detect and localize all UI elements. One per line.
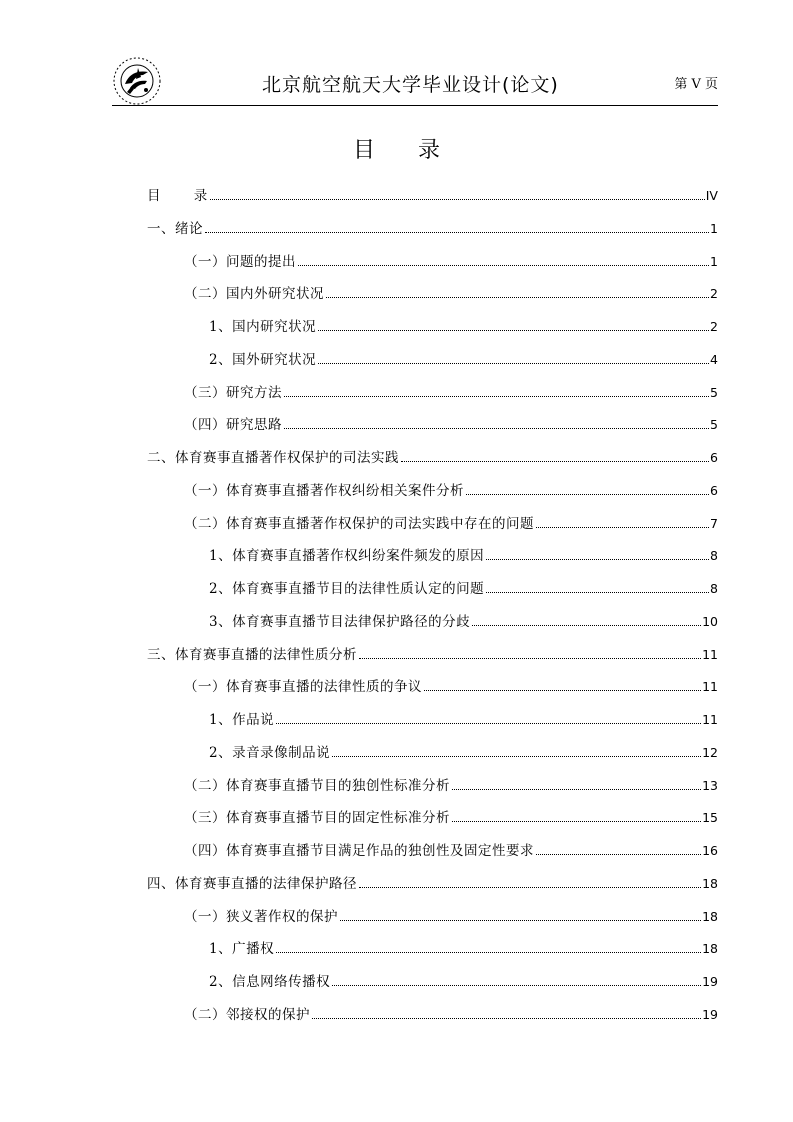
toc-entry-page: 18	[702, 875, 718, 891]
toc-entry[interactable]	[147, 643, 718, 676]
toc-entry[interactable]	[147, 184, 718, 217]
dot-leader	[205, 232, 709, 233]
toc-entry-title: 一、绪论	[147, 220, 203, 237]
dot-leader	[332, 985, 701, 986]
toc-entry-title: （二）国内外研究状况	[184, 286, 324, 303]
dot-leader	[486, 559, 709, 560]
toc-entry-page: 11	[702, 679, 718, 695]
dot-leader	[284, 396, 709, 397]
toc-entry[interactable]	[147, 577, 718, 610]
toc-entry[interactable]	[147, 348, 718, 381]
page-header	[112, 56, 718, 106]
dot-leader	[318, 330, 709, 331]
toc-entry-title: （二）体育赛事直播著作权保护的司法实践中存在的问题	[184, 515, 534, 532]
dot-leader	[536, 854, 701, 855]
toc-entry-title: 二、体育赛事直播著作权保护的司法实践	[147, 450, 399, 466]
toc-entry[interactable]	[147, 970, 718, 1003]
toc-entry-title: （二）邻接权的保护	[184, 1006, 310, 1023]
toc-entry[interactable]	[147, 413, 718, 446]
dot-leader	[284, 428, 709, 429]
dot-leader	[452, 789, 701, 790]
toc-entry-page: 1	[710, 220, 718, 236]
dot-leader	[312, 1018, 701, 1019]
toc-entry-page: 7	[710, 515, 718, 531]
toc-entry-title: （四）体育赛事直播节目满足作品的独创性及固定性要求	[184, 843, 534, 859]
toc-entry-title: 1、作品说	[209, 712, 275, 728]
toc-entry-page: 5	[710, 417, 718, 433]
toc-entry[interactable]	[147, 282, 718, 315]
toc-entry-page: 1	[710, 253, 718, 269]
toc-entry-page: 11	[702, 712, 718, 727]
toc-entry-title: （一）体育赛事直播著作权纠纷相关案件分析	[184, 482, 464, 499]
dot-leader	[298, 265, 709, 266]
dot-leader	[318, 363, 709, 364]
dot-leader	[486, 592, 709, 593]
toc-entry-page: 11	[702, 646, 718, 662]
toc-entry[interactable]	[147, 1003, 718, 1036]
toc-entry-page: 8	[710, 581, 718, 596]
toc-entry-title: 1、国内研究状况	[209, 319, 317, 335]
toc-entry-page: 18	[702, 908, 718, 924]
dot-leader	[332, 756, 701, 757]
toc-entry-page: 18	[702, 941, 718, 957]
toc-entry-page: 16	[702, 843, 718, 858]
toc-entry-title: （三）研究方法	[184, 384, 282, 401]
toc-entry[interactable]	[147, 610, 718, 643]
toc-entry[interactable]	[147, 217, 718, 250]
dot-leader	[401, 461, 709, 462]
toc-entry-title: 2、体育赛事直播节目的法律性质认定的问题	[209, 581, 485, 597]
toc-entry-title: （一）问题的提出	[184, 253, 296, 270]
toc-entry-page: 2	[710, 319, 718, 334]
header-divider	[112, 105, 718, 106]
toc-entry[interactable]	[147, 774, 718, 807]
toc-entry[interactable]	[147, 544, 718, 577]
toc-entry[interactable]	[147, 937, 718, 970]
toc-entry-page: 12	[702, 744, 718, 760]
toc-entry-title: 1、体育赛事直播著作权纠纷案件频发的原因	[209, 548, 485, 565]
dot-leader	[210, 199, 705, 200]
toc-entry[interactable]	[147, 512, 718, 545]
dot-leader	[359, 887, 701, 888]
toc-title: 目 录	[353, 138, 440, 163]
dot-leader	[424, 690, 701, 691]
dot-leader	[452, 821, 701, 822]
toc-entry[interactable]	[147, 708, 718, 741]
toc-entry[interactable]	[147, 675, 718, 708]
toc-entry[interactable]	[147, 839, 718, 872]
university-seal-icon	[112, 56, 162, 106]
toc-entry[interactable]	[147, 315, 718, 348]
toc-entry-page: 10	[702, 613, 718, 629]
toc-entry[interactable]	[147, 479, 718, 512]
toc-entry-title: 2、国外研究状况	[209, 351, 317, 368]
toc-entry-title: 目 录	[147, 188, 208, 204]
toc-entry-page: 13	[702, 777, 718, 793]
toc-entry-page: 19	[702, 974, 718, 989]
dot-leader	[276, 952, 701, 953]
toc-entry-title: 1、广播权	[209, 941, 275, 958]
dot-leader	[359, 658, 701, 659]
toc-entry-title: 2、信息网络传播权	[209, 974, 331, 990]
toc-entry-title: 四、体育赛事直播的法律保护路径	[147, 875, 357, 892]
toc-entry-title: （一）狭义著作权的保护	[184, 908, 338, 925]
page-number: 第 V 页	[674, 77, 718, 92]
toc-entry[interactable]	[147, 446, 718, 479]
toc-entry[interactable]	[147, 741, 718, 774]
toc-entry-page: 8	[710, 548, 718, 564]
toc-entry[interactable]	[147, 905, 718, 938]
toc-entry-title: 3、体育赛事直播节目法律保护路径的分歧	[209, 613, 471, 630]
toc-entry-page: 6	[710, 450, 718, 465]
header-title: 北京航空航天大学毕业设计(论文)	[262, 74, 559, 96]
dot-leader	[340, 920, 701, 921]
toc-entry-title: 三、体育赛事直播的法律性质分析	[147, 646, 357, 663]
dot-leader	[276, 723, 701, 724]
toc-entry[interactable]	[147, 872, 718, 905]
dot-leader	[472, 625, 701, 626]
toc-entry-title: （一）体育赛事直播的法律性质的争议	[184, 679, 422, 696]
toc-entry[interactable]	[147, 250, 718, 283]
toc-entry-title: 2、录音录像制品说	[209, 744, 331, 761]
toc-entry[interactable]	[147, 806, 718, 839]
toc-entry-page: 5	[710, 384, 718, 400]
table-of-contents	[147, 184, 718, 1036]
toc-entry-page: 6	[710, 482, 718, 498]
toc-entry-page: 4	[710, 351, 718, 367]
dot-leader	[466, 494, 709, 495]
dot-leader	[326, 297, 709, 298]
toc-entry-title: （四）研究思路	[184, 417, 282, 434]
toc-entry-page: IV	[705, 188, 718, 203]
toc-entry-page: 2	[710, 286, 718, 302]
toc-entry[interactable]	[147, 381, 718, 414]
toc-entry-title: （二）体育赛事直播节目的独创性标准分析	[184, 777, 450, 794]
toc-entry-title: （三）体育赛事直播节目的固定性标准分析	[184, 810, 450, 827]
dot-leader	[536, 527, 709, 528]
toc-entry-page: 15	[702, 810, 718, 826]
toc-entry-page: 19	[702, 1006, 718, 1022]
